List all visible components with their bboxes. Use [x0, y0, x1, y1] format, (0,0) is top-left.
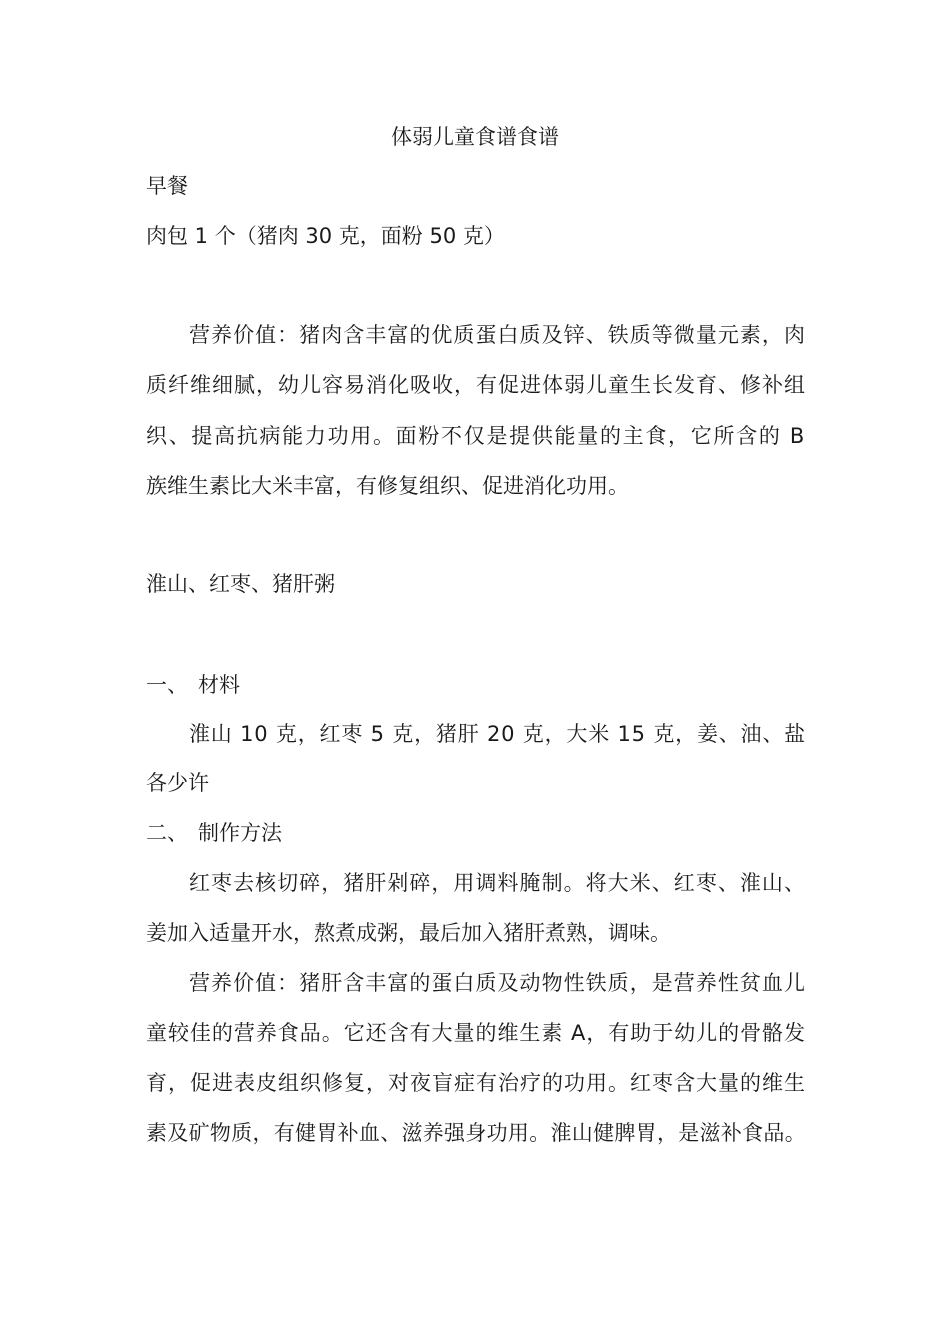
materials-line: 各少许: [146, 771, 209, 795]
dish1-nutrition-line: 织、提高抗病能力功用。面粉不仅是提供能量的主食，它所含的 B: [146, 424, 806, 448]
dish2-nutrition-line: 营养价值：猪肝含丰富的蛋白质及动物性铁质，是营养性贫血儿: [189, 971, 807, 995]
document-title: 体弱儿童食谱食谱: [391, 125, 559, 149]
dish1-nutrition-line: 营养价值：猪肉含丰富的优质蛋白质及锌、铁质等微量元素，肉: [189, 323, 807, 347]
materials-line: 淮山 10 克，红枣 5 克，猪肝 20 克，大米 15 克，姜、油、盐: [189, 722, 806, 746]
section2-number: 二、: [146, 821, 188, 845]
section2-heading: [146, 821, 282, 845]
dish1-nutrition-line: 族维生素比大米丰富，有修复组织、促进消化功用。: [146, 474, 629, 498]
section1-heading: [146, 673, 240, 697]
section2-title: 制作方法: [198, 821, 282, 845]
section1-title: 材料: [198, 673, 240, 697]
dish2-nutrition-line: 育，促进表皮组织修复，对夜盲症有治疗的功用。红枣含大量的维生: [146, 1071, 806, 1095]
dish1-nutrition-line: 质纤维细腻，幼儿容易消化吸收，有促进体弱儿童生长发育、修补组: [146, 373, 806, 397]
section1-number: 一、: [146, 673, 188, 697]
dish1-name: 肉包 1 个（猪肉 30 克，面粉 50 克）: [146, 224, 505, 248]
dish2-name: 淮山、红枣、猪肝粥: [146, 572, 335, 596]
meal-heading: 早餐: [146, 174, 188, 198]
method-line: 红枣去核切碎，猪肝剁碎，用调料腌制。将大米、红枣、淮山、: [189, 871, 807, 895]
dish2-nutrition-line: 素及矿物质，有健胃补血、滋养强身功用。淮山健脾胃，是滋补食品。: [146, 1121, 806, 1145]
dish2-nutrition-line: 童较佳的营养食品。它还含有大量的维生素 A，有助于幼儿的骨骼发: [146, 1021, 806, 1045]
method-line: 姜加入适量开水，熬煮成粥，最后加入猪肝煮熟，调味。: [146, 921, 671, 945]
